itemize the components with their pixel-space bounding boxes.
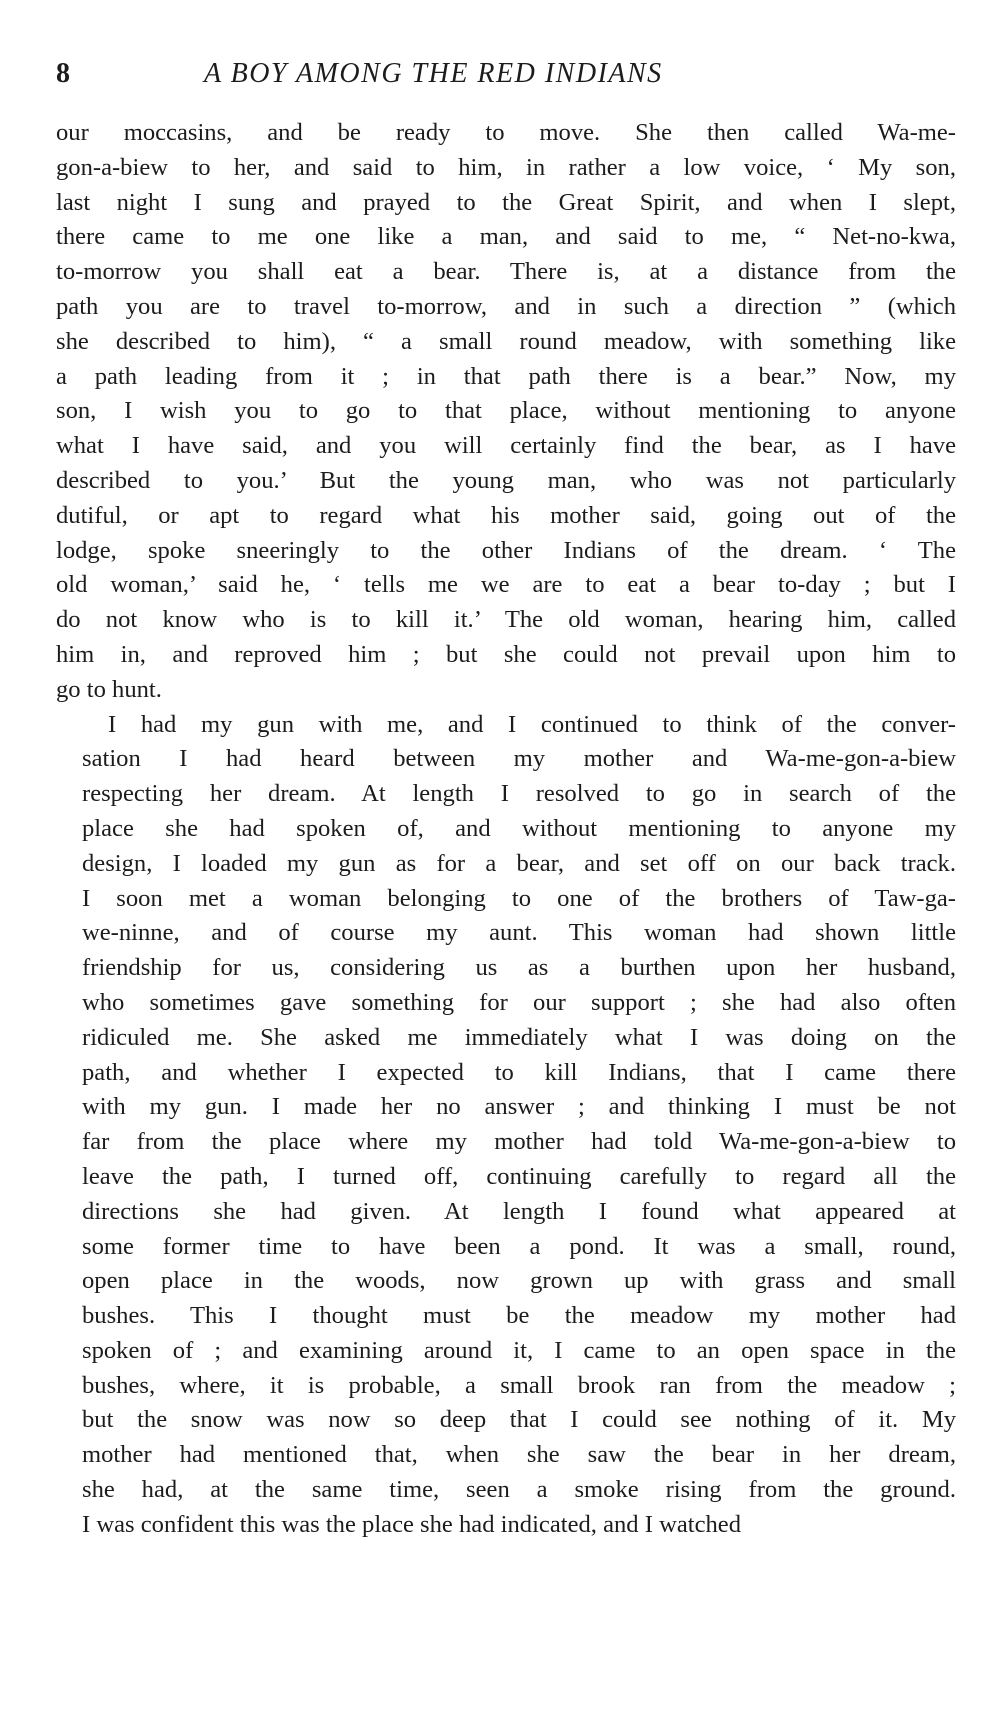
text-line: old woman,’ said he, ‘ tells me we are to eat a bear to-day ; but I	[56, 571, 956, 599]
text-line: who sometimes gave something for our support ; she had also often	[82, 988, 956, 1016]
paragraph-2	[56, 708, 956, 1543]
page-header	[56, 58, 956, 102]
text-line: spoken of ; and examining around it, I came to an open space in the	[82, 1336, 956, 1364]
book-page	[56, 58, 956, 1543]
text-line: him in, and reproved him ; but she could not prevail upon him to	[56, 640, 956, 668]
text-line: sation I had heard between my mother and Wa-me-gon-a-biew	[82, 745, 956, 773]
text-line: go to hunt.	[56, 675, 162, 703]
text-line: our moccasins, and be ready to move. She then called Wa-me-	[56, 119, 956, 146]
text-line: open place in the woods, now grown up with grass and small	[82, 1267, 956, 1295]
text-line: mother had mentioned that, when she saw the bear in her dream,	[82, 1441, 956, 1469]
text-line: dutiful, or apt to regard what his mother said, going out of the	[56, 501, 956, 529]
text-line: I was confident this was the place she had indicated, and I watched	[82, 1510, 742, 1538]
page-number: 8	[56, 58, 70, 89]
text-line: lodge, spoke sneeringly to the other Indians of the dream. ‘ The	[56, 536, 956, 564]
text-line: son, I wish you to go to that place, without mentioning to anyone	[56, 397, 956, 425]
text-line: place she had spoken of, and without mentioning to anyone my	[82, 814, 956, 842]
text-line: ridiculed me. She asked me immediately what I was doing on the	[82, 1023, 956, 1051]
text-line: do not know who is to kill it.’ The old woman, hearing him, called	[56, 606, 956, 634]
text-line: described to you.’ But the young man, who was not particularly	[56, 466, 956, 494]
text-line: friendship for us, considering us as a burthen upon her husband,	[82, 954, 956, 982]
text-line: gon-a-biew to her, and said to him, in rather a low voice, ‘ My son,	[56, 153, 956, 181]
text-line: far from the place where my mother had told Wa-me-gon-a-biew to	[82, 1128, 956, 1156]
text-line: to-morrow you shall eat a bear. There is, at a distance from the	[56, 258, 956, 286]
text-line: I soon met a woman belonging to one of the brothers of Taw-ga-	[82, 884, 956, 912]
text-line: she described to him), “ a small round meadow, with something like	[56, 327, 956, 355]
text-line: leave the path, I turned off, continuing carefully to regard all the	[82, 1162, 956, 1190]
text-line: I had my gun with me, and I continued to think of the conver-	[108, 710, 956, 738]
text-line: path you are to travel to-morrow, and in such a direction ” (which	[56, 292, 956, 320]
text-line: but the snow was now so deep that I could see nothing of it. My	[82, 1406, 956, 1434]
text-line: respecting her dream. At length I resolved to go in search of the	[82, 780, 956, 808]
text-line: bushes. This I thought must be the meadow my mother had	[82, 1302, 956, 1330]
text-line: path, and whether I expected to kill Indians, that I came there	[82, 1058, 956, 1086]
text-line: a path leading from it ; in that path there is a bear.” Now, my	[56, 362, 956, 390]
text-line: there came to me one like a man, and said to me, “ Net-no-kwa,	[56, 223, 956, 251]
text-line: directions she had given. At length I found what appeared at	[82, 1197, 956, 1225]
text-line: what I have said, and you will certainly find the bear, as I have	[56, 432, 956, 460]
text-line: we-ninne, and of course my aunt. This woman had shown little	[82, 919, 956, 947]
running-head: A BOY AMONG THE RED INDIANS	[204, 58, 663, 89]
text-line: bushes, where, it is probable, a small brook ran from the meadow ;	[82, 1371, 956, 1399]
text-line: she had, at the same time, seen a smoke rising from the ground.	[82, 1476, 956, 1504]
text-line: with my gun. I made her no answer ; and thinking I must be not	[82, 1093, 956, 1121]
text-line: design, I loaded my gun as for a bear, and set off on our back track.	[82, 849, 956, 877]
paragraph-1	[56, 116, 956, 708]
text-line: last night I sung and prayed to the Great Spirit, and when I slept,	[56, 188, 956, 216]
text-line: some former time to have been a pond. It was a small, round,	[82, 1232, 956, 1260]
